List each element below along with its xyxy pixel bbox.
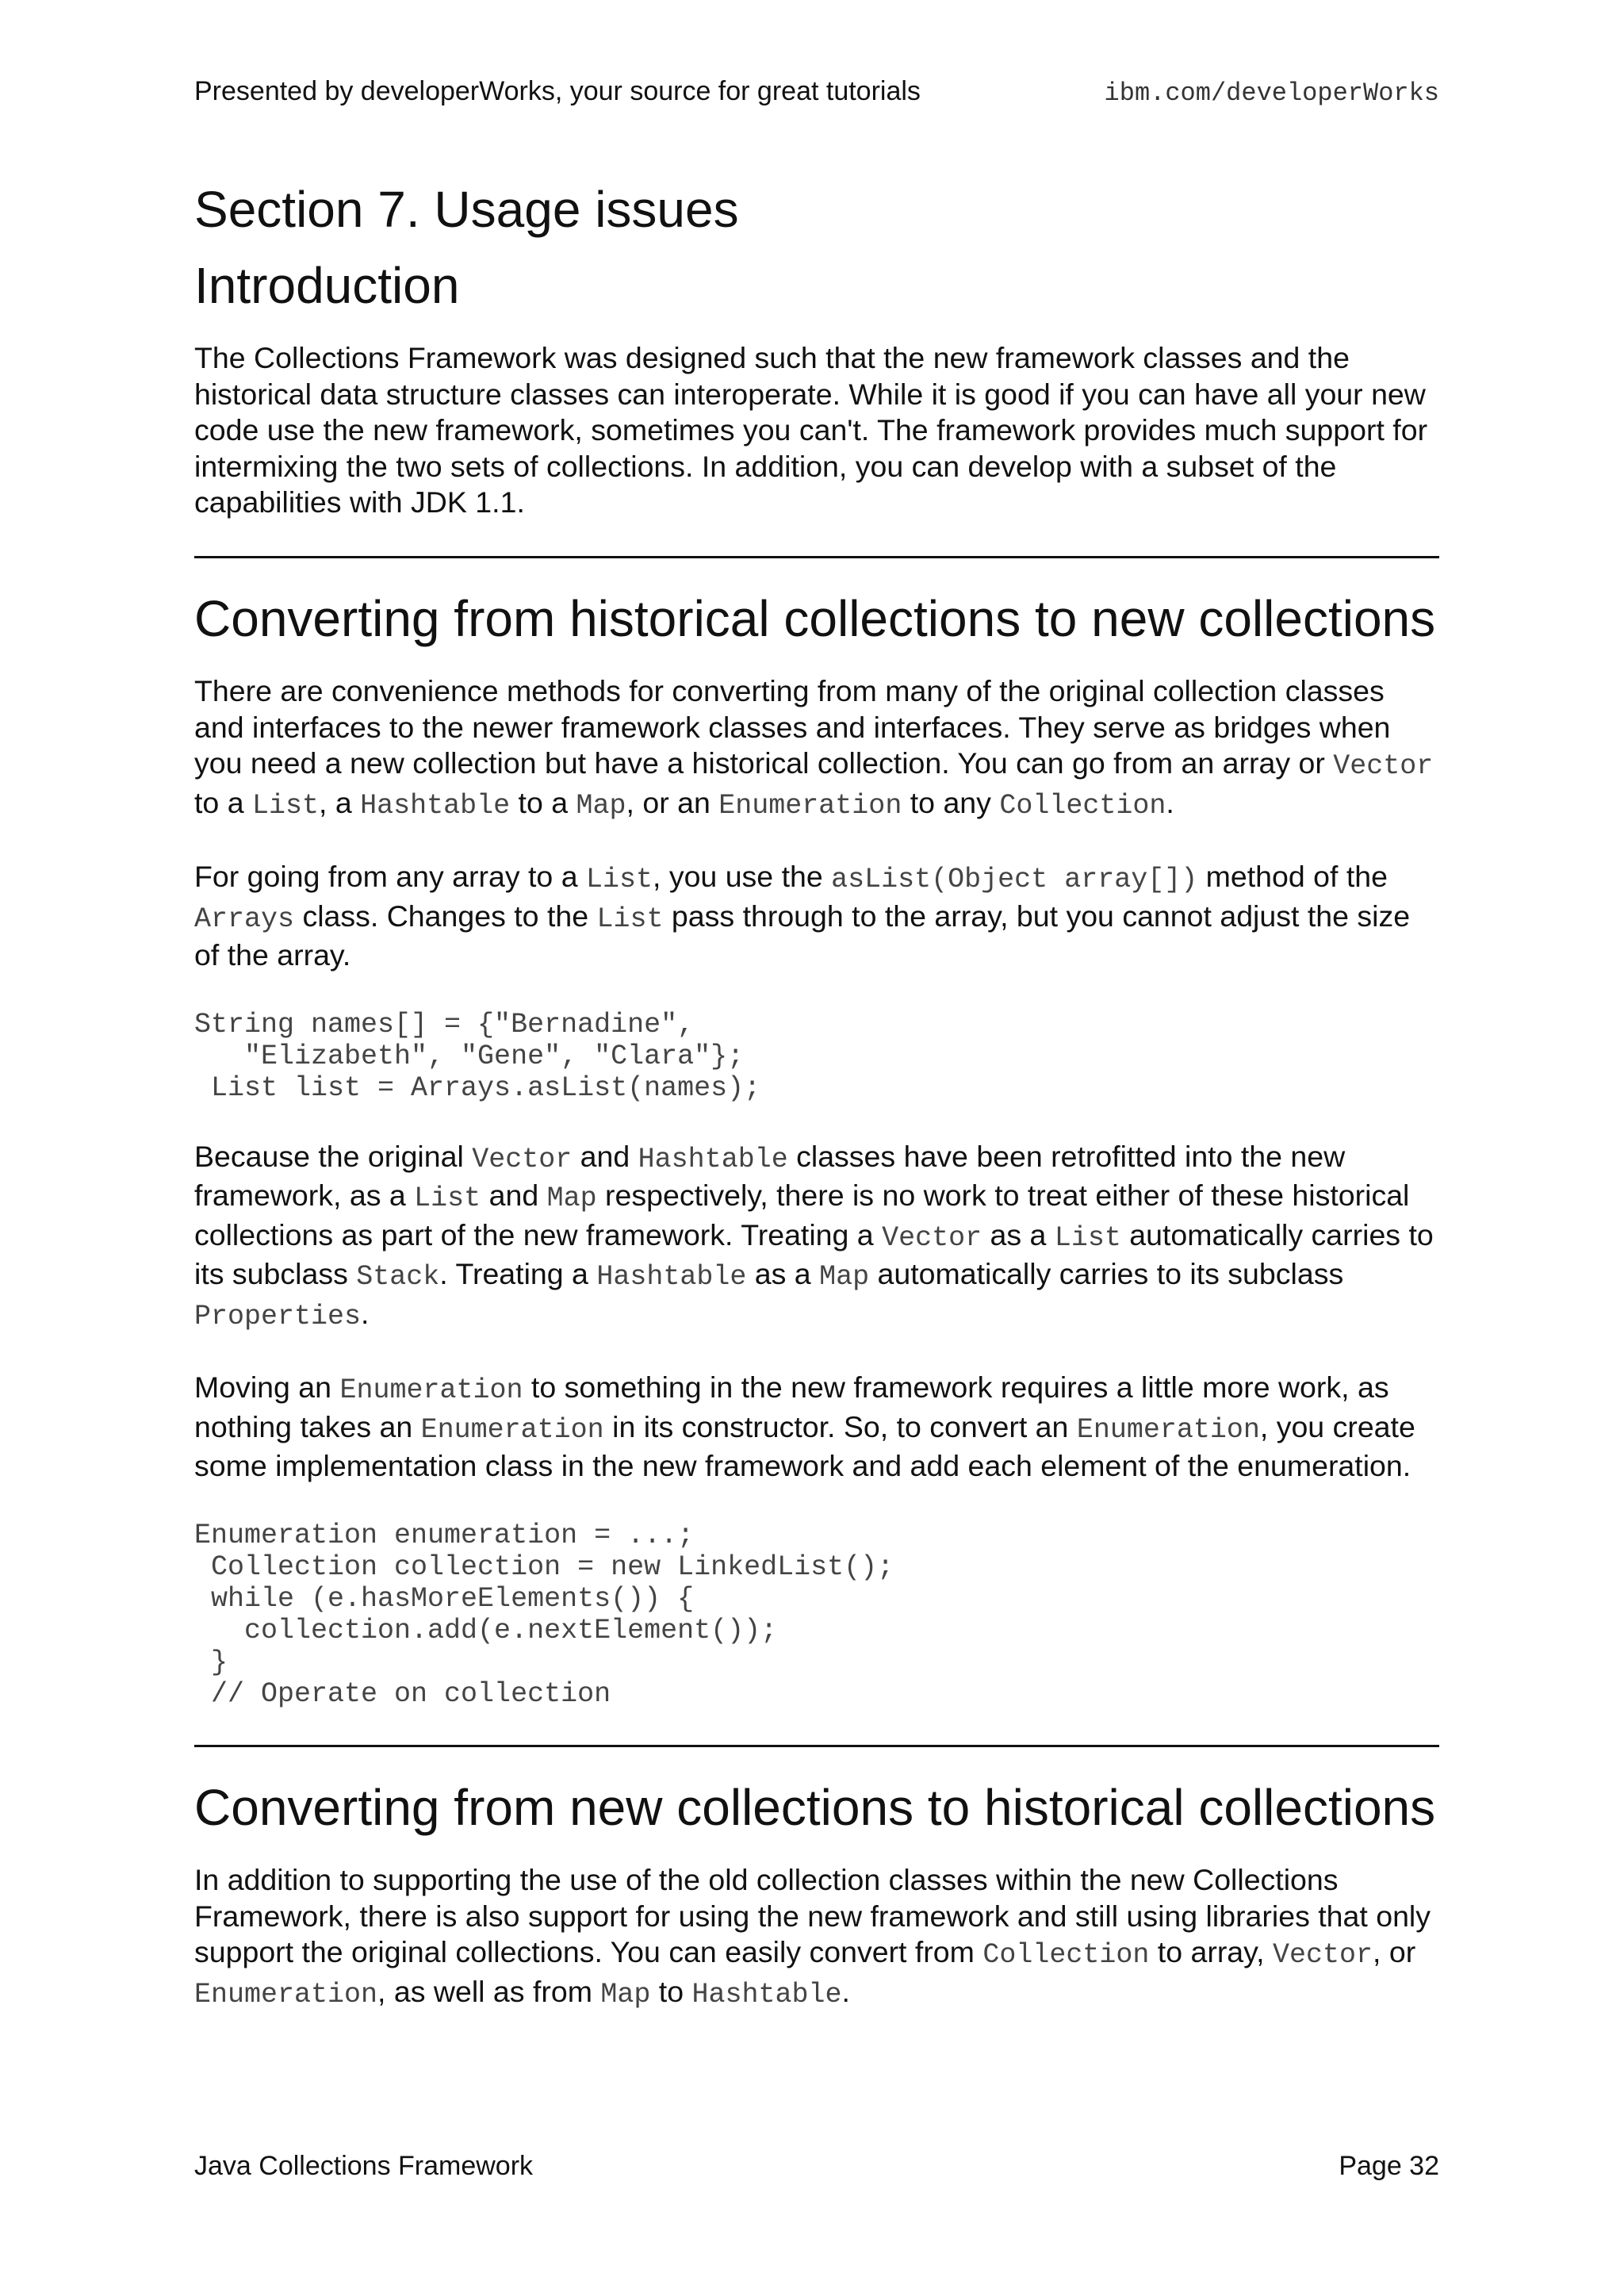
hist-to-new-paragraph-1: There are convenience methods for converting from many of the original collection classes and interfaces to the newer framework classes and interfaces. They serve as bridges when you need a new collection but have a historical collection. You can go from an array or Vector to a List, a Hashtable to a Map, or an Enumeration to any Collection. — [194, 674, 1434, 822]
inline-code: List — [596, 903, 664, 935]
hist-to-new-paragraph-4: Moving an Enumeration to something in the new framework requires a little more work, as nothing takes an Enumeration in its constructor. So, to convert an Enumeration, you create some implementation class in the new framework and add each element of the enumeration. — [194, 1370, 1415, 1483]
hist-to-new-heading: Converting from historical collections to new collections — [194, 589, 1436, 647]
new-to-hist-paragraph-1: In addition to supporting the use of the old collection classes within the new Collections Framework, there is also support for using the new framework and still using libraries that only support the original collections. You can easily convert from Collection to array, Vector, or Enumeration, as well as from Map to Hashtable. — [194, 1863, 1431, 2010]
document-page — [194, 0, 1439, 2296]
hist-to-new-paragraph-3: Because the original Vector and Hashtable classes have been retrofitted into the new framework, as a List and Map respectively, there is no work to treat either of these historical collections as part of the new framework. Treating a Vector as a List automatically carries to its subclass Stack. Treating a Hashtable as a Map automatically carries to its subclass Properties. — [194, 1139, 1434, 1332]
inline-code: Stack — [356, 1261, 440, 1294]
inline-code: Collection — [999, 789, 1166, 822]
inline-code: Enumeration — [420, 1413, 604, 1446]
inline-code: Vector — [1272, 1939, 1373, 1972]
page-content — [194, 181, 1439, 2048]
inline-code: Arrays — [194, 903, 295, 935]
section-divider — [194, 556, 1439, 558]
inline-code: Properties — [194, 1300, 362, 1332]
header-site: ibm.com/developerWorks — [1104, 79, 1439, 108]
inline-code: List — [585, 864, 653, 896]
new-to-hist-heading: Converting from new collections to historical collections — [194, 1778, 1436, 1836]
inline-code: Vector — [472, 1143, 573, 1175]
intro-heading: Introduction — [194, 256, 460, 314]
code-block-enumeration: Enumeration enumeration = ...; Collection collection = new LinkedList(); while (e.hasMoreElements()) { collection.add(e.nextElement()); } // Operate on collection — [194, 1519, 894, 1710]
page-footer — [194, 2151, 1439, 2182]
inline-code: Map — [819, 1261, 870, 1294]
inline-code: Hashtable — [360, 789, 511, 822]
inline-code: Collection — [982, 1939, 1150, 1972]
inline-code: Map — [600, 1978, 651, 2010]
inline-code: List — [414, 1182, 481, 1215]
inline-code: List — [251, 789, 319, 822]
inline-code: asList(Object array[]) — [831, 864, 1198, 896]
inline-code: Enumeration — [339, 1374, 523, 1407]
inline-code: Hashtable — [596, 1261, 747, 1294]
inline-code: Map — [576, 789, 626, 822]
inline-code: Enumeration — [194, 1978, 378, 2010]
inline-code: Map — [546, 1182, 597, 1215]
header-tagline: Presented by developerWorks, your source for great tutorials — [194, 76, 921, 106]
inline-code: List — [1054, 1221, 1121, 1254]
inline-code: Hashtable — [691, 1978, 842, 2010]
inline-code: Vector — [882, 1221, 982, 1254]
inline-code: Enumeration — [1076, 1413, 1260, 1446]
inline-code: Vector — [1333, 750, 1434, 783]
intro-paragraph: The Collections Framework was designed such that the new framework classes and the historical data structure classes can interoperate. While it is good if you can have all your new code use the new framework, sometimes you can't. The framework provides much support for intermixing the two sets of collections. In addition, you can develop with a subset of the capabilities with JDK 1.1. — [194, 341, 1428, 519]
section-title: Section 7. Usage issues — [194, 181, 739, 238]
footer-doc-title: Java Collections Framework — [194, 2151, 534, 2181]
page-number: Page 32 — [1339, 2151, 1439, 2181]
inline-code: Hashtable — [638, 1143, 788, 1175]
hist-to-new-paragraph-2: For going from any array to a List, you use the asList(Object array[]) method of the Arrays class. Changes to the List pass through to the array, but you cannot adjust the size of the array. — [194, 860, 1411, 972]
section-divider — [194, 1745, 1439, 1747]
code-block-aslist: String names[] = {"Bernadine", "Elizabeth", "Gene", "Clara"}; List list = Arrays.asList(names); — [194, 1008, 761, 1104]
inline-code: Enumeration — [718, 789, 902, 822]
page-header — [194, 76, 1439, 108]
